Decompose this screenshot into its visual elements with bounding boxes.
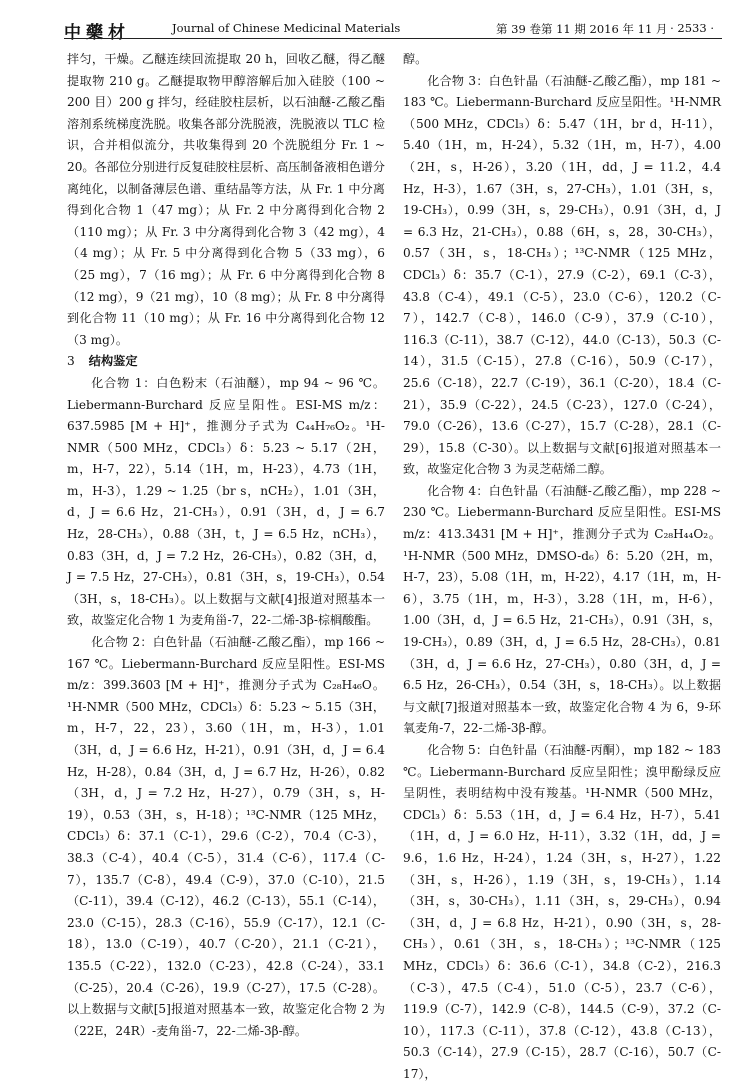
page-number: · 2533 ·: [670, 21, 714, 35]
journal-logo: 中藥材: [64, 23, 130, 43]
body-paragraph: 化合物 5：白色针晶（石油醚-丙酮），mp 182 ~ 183 ℃。Liebermann-Burchard 反应呈阳性；溴甲酚绿反应呈阴性，表明结构中没有羧基。¹H-NMR（500 MHz，CDCl₃）δ：5.53（1H，d，J = 6.4 Hz，H-7），5.41（1H，d，J = 6.0 Hz，H-11），3.32（1H，dd，J = 9.6，1.6 Hz，H-24），1.24（3H，s，H-27），1.22（3H，s，H-26），1.19（3H，s，19-CH₃），1.14（3H，s，30-CH₃），1.11（3H，s，29-CH₃），0.94（3H，d，J = 6.8 Hz，H-21），0.90（3H，s，28-CH₃），0.61（3H，s，18-CH₃）；¹³C-NMR（125 MHz，CDCl₃）δ：36.6（C-1），34.8（C-2），216.3（C-3），47.5（C-4），51.0（C-5），23.7（C-6），119.9（C-7），142.9（C-8），144.5（C-9），37.2（C-10），117.3（C-11），37.8（C-12），43.8（C-13），50.3（C-14），27.9（C-15），28.7（C-16），50.7（C-17），: [403, 743, 721, 1081]
body-paragraph: 化合物 3：白色针晶（石油醚-乙酸乙酯），mp 181 ~ 183 ℃。Liebermann-Burchard 反应呈阳性。¹H-NMR（500 MHz，CDCl₃）δ：5.47（1H，br d，H-11），5.40（1H，m，H-24），5.32（1H，m，H-7），4.00（2H，s，H-26），3.20（1H，dd，J = 11.2，4.4 Hz，H-3），1.67（3H，s，27-CH₃），1.01（3H，s，19-CH₃），0.99（3H，s，29-CH₃），0.91（3H，d，J = 6.3 Hz，21-CH₃），0.88（6H，s，28，30-CH₃），0.57（3H，s，18-CH₃）；¹³C-NMR（125 MHz，CDCl₃）δ：35.7（C-1），27.9（C-2），69.1（C-3），43.8（C-4），49.1（C-5），23.0（C-6），120.2（C-7），142.7（C-8），146.0（C-9），37.9（C-10），116.3（C-11），38.7（C-12），44.0（C-13），50.3（C-14），31.5（C-15），27.8（C-16），50.9（C-17），25.6（C-18），22.7（C-19），36.1（C-20），18.4（C-21），35.9（C-22），24.5（C-23），127.0（C-24），79.0（C-26），13.6（C-27），15.7（C-28），28.1（C-29），15.8（C-30）。以上数据与文献[6]报道对照基本一致，故鉴定化合物 3 为灵芝萜烯二醇。: [403, 73, 721, 477]
body-paragraph: 拌匀，干燥。乙醚连续回流提取 20 h，回收乙醚，得乙醚提取物 210 g。乙醚提取物甲醇溶解后加入硅胶（100 ~ 200 目）200 g 拌匀，经硅胶柱层析，以石油醚-乙酸乙酯溶剂系统梯度洗脱。收集各部分洗脱液，洗脱液以 TLC 检识，合并相似流分，共收集得到 20 个洗脱组分 Fr. 1 ~ 20。各部位分别进行反复硅胶柱层析、高压制备液相色谱分离纯化，以制备薄层色谱、重结晶等方法，从 Fr. 1 中分离得到化合物 1（47 mg）；从 Fr. 2 中分离得到化合物 2（110 mg）；从 Fr. 3 中分离得到化合物 3（42 mg），4（4 mg）；从 Fr. 5 中分离得到化合物 5（33 mg），6（25 mg），7（16 mg）；从 Fr. 6 中分离得到化合物 8（12 mg），9（21 mg），10（8 mg）；从 Fr. 8 中分离得到化合物 11（10 mg）；从 Fr. 16 中分离得到化合物 12（3 mg）。: [67, 52, 385, 347]
section-heading: [67, 351, 385, 373]
journal-name: Journal of Chinese Medicinal Materials: [172, 21, 401, 35]
issue-info: 第 39 卷第 11 期 2016 年 11 月: [496, 22, 668, 36]
body-paragraph: 化合物 1：白色粉末（石油醚），mp 94 ~ 96 ℃。Liebermann-Burchard 反应呈阳性。ESI-MS m/z：637.5985 [M + H]⁺，推测分子式为 C₄₄H₇₆O₂。¹H-NMR（500 MHz，CDCl₃）δ：5.23 ~ 5.17（2H，m，H-7，22），5.14（1H，m，H-23），4.73（1H，m，H-3），1.29 ~ 1.25（br s，nCH₂），1.01（3H，d，J = 6.6 Hz，21-CH₃），0.91（3H，d，J = 6.7 Hz，28-CH₃），0.88（3H，t，J = 6.5 Hz，nCH₃），0.83（3H，d，J = 7.2 Hz，26-CH₃），0.82（3H，d，J = 7.5 Hz，27-CH₃），0.81（3H，s，19-CH₃），0.54（3H，s，18-CH₃）。以上数据与文献[4]报道对照基本一致，故鉴定化合物 1 为麦角甾-7，22-二烯-3β-棕榈酸酯。: [67, 375, 385, 628]
section-number: 3: [67, 354, 75, 369]
body-paragraph: 醇。: [403, 52, 428, 66]
right-column: [403, 49, 721, 1081]
page-header: [64, 14, 722, 44]
left-column: [67, 49, 385, 1038]
body-paragraph: 化合物 4：白色针晶（石油醚-乙酸乙酯），mp 228 ~ 230 ℃。Liebermann-Burchard 反应呈阳性。ESI-MS m/z：413.3431 [M + H]⁺，推测分子式为 C₂₈H₄₄O₂。¹H-NMR（500 MHz，DMSO-d₆）δ：5.20（2H，m，H-7，23），5.08（1H，m，H-22），4.17（1H，m，H-6），3.75（1H，m，H-3），3.28（1H，m，H-6），1.00（3H，d，J = 6.5 Hz，21-CH₃），0.91（3H，s，19-CH₃），0.89（3H，d，J = 6.5 Hz，28-CH₃），0.81（3H，d，J = 6.6 Hz，27-CH₃），0.80（3H，d，J = 6.5 Hz，26-CH₃），0.54（3H，s，18-CH₃）。以上数据与文献[7]报道对照基本一致，故鉴定化合物 4 为 6，9-环氧麦角-7，22-二烯-3β-醇。: [403, 483, 721, 736]
header-rule: [64, 38, 722, 39]
section-title: 结构鉴定: [88, 354, 138, 369]
body-paragraph: 化合物 2：白色针晶（石油醚-乙酸乙酯），mp 166 ~ 167 ℃。Liebermann-Burchard 反应呈阳性。ESI-MS m/z：399.3603 [M + H]⁺，推测分子式为 C₂₈H₄₆O。¹H-NMR（500 MHz，CDCl₃）δ：5.23 ~ 5.15（3H，m，H-7，22，23），3.60（1H，m，H-3），1.01（3H，d，J = 6.6 Hz，H-21），0.91（3H，d，J = 6.4 Hz，H-28），0.84（3H，d，J = 6.7 Hz，H-26），0.82（3H，d，J = 7.2 Hz，H-27），0.79（3H，s，H-19），0.53（3H，s，H-18）；¹³C-NMR（125 MHz，CDCl₃）δ：37.1（C-1），29.6（C-2），70.4（C-3），38.3（C-4），40.4（C-5），31.4（C-6），117.4（C-7），135.7（C-8），49.4（C-9），37.0（C-10），21.5（C-11），39.4（C-12），46.2（C-13），55.1（C-14），23.0（C-15），28.3（C-16），55.9（C-17），12.1（C-18），13.0（C-19），40.7（C-20），21.1（C-21），135.5（C-22），132.0（C-23），42.8（C-24），33.1（C-25），20.4（C-26），19.9（C-27），17.5（C-28）。以上数据与文献[5]报道对照基本一致，故鉴定化合物 2 为（22E，24R）-麦角甾-7，22-二烯-3β-醇。: [67, 635, 385, 1038]
